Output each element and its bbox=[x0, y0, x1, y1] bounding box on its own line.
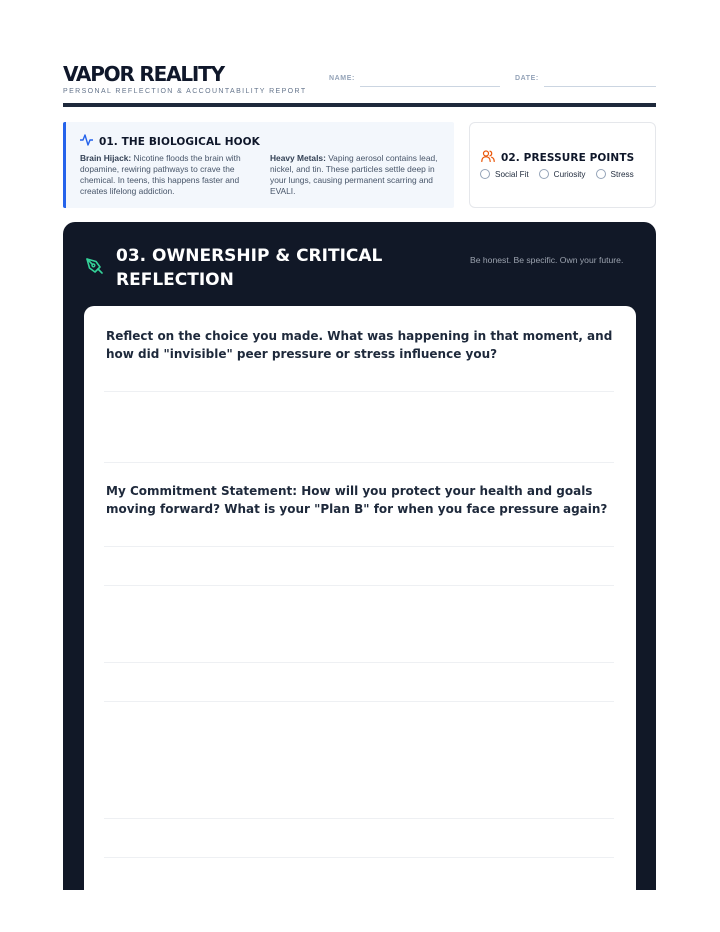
pulse-icon bbox=[80, 133, 93, 151]
pressure-points-card bbox=[469, 122, 656, 208]
checkbox[interactable] bbox=[539, 169, 549, 179]
name-field[interactable] bbox=[360, 86, 500, 87]
date-field[interactable] bbox=[544, 86, 656, 87]
checkbox[interactable] bbox=[480, 169, 490, 179]
writing-line[interactable] bbox=[104, 701, 614, 702]
users-icon bbox=[481, 149, 495, 167]
pressure-options bbox=[480, 169, 634, 179]
heavy-metals-text bbox=[270, 153, 450, 197]
name-label: NAME: bbox=[329, 75, 355, 82]
reflection-worksheet bbox=[84, 306, 636, 890]
writing-line[interactable] bbox=[104, 462, 614, 463]
brain-hijack-text bbox=[80, 153, 260, 197]
option-label: Social Fit bbox=[495, 169, 529, 179]
writing-line[interactable] bbox=[104, 391, 614, 392]
pressure-title-row bbox=[481, 149, 634, 167]
date-label: DATE: bbox=[515, 75, 539, 82]
hook-title: 01. THE BIOLOGICAL HOOK bbox=[99, 136, 260, 148]
writing-line[interactable] bbox=[104, 818, 614, 819]
pen-nib-icon bbox=[85, 257, 104, 281]
writing-line[interactable] bbox=[104, 546, 614, 547]
brain-hijack-label: Brain Hijack: bbox=[80, 153, 132, 163]
pressure-title: 02. PRESSURE POINTS bbox=[501, 152, 635, 164]
writing-line[interactable] bbox=[104, 857, 614, 858]
brain-hijack-body: Nicotine floods the brain with dopamine, rewiring pathways to crave the chemical. In teens, this happens faster and creates lifelong addiction. bbox=[80, 153, 241, 196]
heavy-metals-label: Heavy Metals: bbox=[270, 153, 326, 163]
hook-title-row bbox=[80, 133, 260, 151]
biological-hook-card bbox=[63, 122, 454, 208]
header-divider bbox=[63, 103, 656, 107]
option-social-fit[interactable] bbox=[480, 169, 529, 179]
checkbox[interactable] bbox=[596, 169, 606, 179]
writing-line[interactable] bbox=[104, 662, 614, 663]
option-label: Stress bbox=[610, 169, 634, 179]
heavy-metals-body: Vaping aerosol contains lead, nickel, and tin. These particles settle deep in your lungs, causing permanent scarring and EVALI. bbox=[270, 153, 438, 196]
page-bottom bbox=[63, 890, 656, 932]
option-stress[interactable] bbox=[596, 169, 634, 179]
brand-title: VAPOR REALITY bbox=[63, 62, 224, 86]
reflection-note: Be honest. Be specific. Own your future. bbox=[470, 255, 624, 265]
report-header bbox=[63, 62, 656, 108]
reflection-title: 03. OWNERSHIP & CRITICAL REFLECTION bbox=[116, 246, 383, 290]
writing-line[interactable] bbox=[104, 585, 614, 586]
option-label: Curiosity bbox=[553, 169, 586, 179]
question-commitment: My Commitment Statement: How will you protect your health and goals moving forward? What is your "Plan B" for when you face pressure again? bbox=[106, 484, 608, 516]
question-reflect: Reflect on the choice you made. What was happening in that moment, and how did "invisible" peer pressure or stress influence you? bbox=[106, 329, 613, 361]
option-curiosity[interactable] bbox=[539, 169, 586, 179]
report-subtitle: PERSONAL REFLECTION & ACCOUNTABILITY REPORT bbox=[63, 88, 307, 95]
